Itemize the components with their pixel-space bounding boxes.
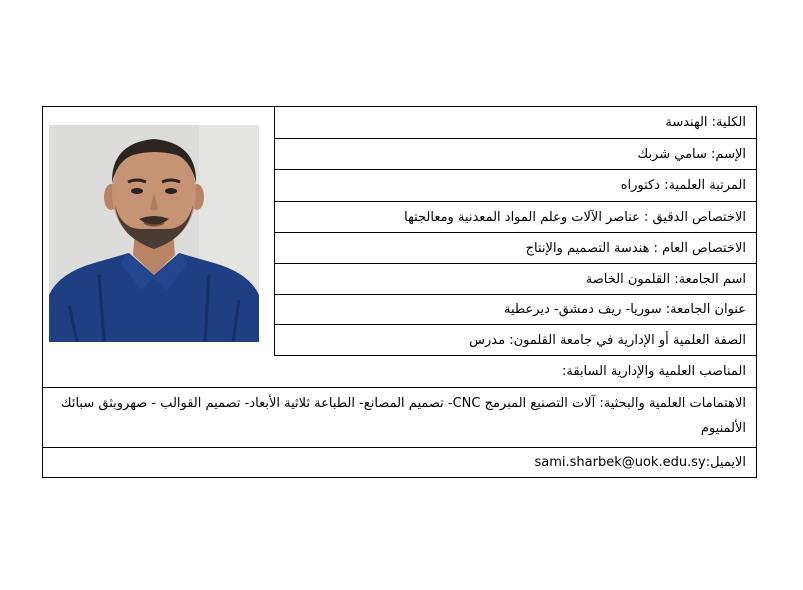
faculty-text: الكلية: الهندسة: [665, 115, 746, 130]
research-interests-row: [43, 388, 756, 448]
university-address-text: عنوان الجامعة: سوريا- ريف دمشق- ديرعطية: [503, 302, 746, 317]
university-name-row: [274, 264, 756, 295]
name-row: [274, 139, 756, 170]
profile-photo: [49, 125, 259, 342]
previous-positions-text: المناصب العلمية والإدارية السابقة:: [562, 364, 746, 379]
email-label: الايميل:: [705, 455, 746, 470]
email-link[interactable]: sami.sharbek@uok.edu.sy: [534, 455, 706, 470]
academic-rank-text: المرتبة العلمية: دكتوراه: [620, 178, 746, 193]
academic-rank-row: [274, 170, 756, 202]
name-text: الإسم: سامي شربك: [637, 146, 746, 162]
university-name-text: اسم الجامعة: القلمون الخاصة: [585, 271, 746, 287]
profile-card: [42, 106, 757, 478]
general-specialization-text: الاختصاص العام : هندسة التصميم والإنتاج: [525, 240, 746, 256]
specialization-text: الاختصاص الدقيق : عناصر الآلات وعلم المواد المعدنية ومعالجتها: [404, 209, 746, 225]
email-row: [43, 448, 756, 477]
general-specialization-row: [274, 233, 756, 264]
photo-cell: [43, 107, 275, 356]
current-position-row: [274, 325, 756, 356]
university-address-row: [274, 295, 756, 325]
previous-positions-row: [43, 356, 756, 388]
specialization-row: [274, 202, 756, 233]
current-position-text: الصفة العلمية أو الإدارية في جامعة القلمون: مدرس: [469, 332, 746, 348]
research-interests-text: الاهتمامات العلمية والبحثية: آلات التصنيع المبرمج CNC- تصميم المصانع- الطباعة ثلاثية الأبعاد- تصميم القوالب - صهروبثق سبائك الألمنيوم: [60, 396, 746, 436]
portrait-illustration: [49, 125, 259, 342]
faculty-row: [274, 107, 756, 139]
